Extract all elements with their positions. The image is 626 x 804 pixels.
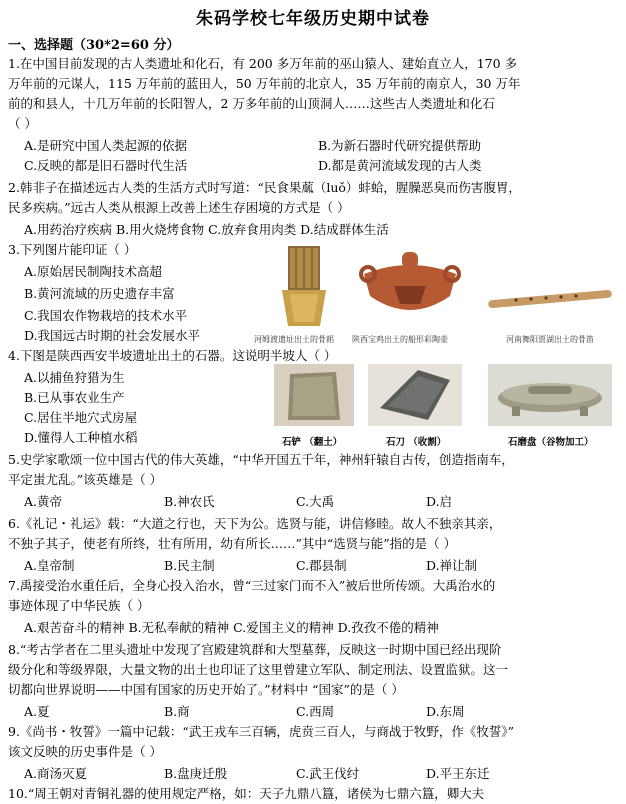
q8-option-d: D.东周 (426, 704, 465, 719)
q5-line: 平定蚩尤乱。”该英雄是（ ） (8, 472, 163, 487)
q2-options: A.用药治疗疾病 B.用火烧烤食物 C.放弃食用肉类 D.结成群体生活 (24, 222, 389, 237)
stone-shovel-image (274, 364, 354, 426)
q9-option-a: A.商汤灭夏 (24, 766, 88, 781)
q9-line: 9.《尚书・牧誓》一篇中记载：“武王戎车三百辆，虎贲三百人，与商战于牧野，作《牧誓》” (8, 724, 514, 739)
q3-option-b: B.黄河流域的历史遗存丰富 (24, 286, 175, 301)
q5-line: 5.史学家歌颂一位中国古代的伟大英雄，“中华开国五千年，神州轩辕自古传，创造指南车， (8, 452, 514, 467)
q3-option-c: C.我国农作物栽培的技术水平 (24, 308, 188, 323)
q2-line: 民多疾病。”远古人类从根源上改善上述生存困境的方式是（ ） (8, 200, 350, 215)
pottery-pot-image (354, 246, 466, 330)
q6-option-b: B.民主制 (164, 558, 215, 573)
q1-line: （ ） (8, 116, 37, 131)
image-caption: 石铲 （翻土） (282, 437, 343, 448)
q8-option-b: B.商 (164, 704, 190, 719)
q6-option-a: A.皇帝制 (24, 558, 75, 573)
q3-option-d: D.我国远古时期的社会发展水平 (24, 328, 201, 343)
q7-line: 事迹体现了中华民族（ ） (8, 598, 150, 613)
q5-option-d: D.启 (426, 494, 453, 509)
image-caption: 陕西宝鸡出土的船形彩陶壶 (352, 335, 448, 344)
image-caption: 石刀 （收割） (386, 437, 447, 448)
page-title: 朱码学校七年级历史期中试卷 (196, 9, 430, 29)
q3-option-a: A.原始居民制陶技术高超 (24, 264, 163, 279)
q6-line: 不独子其子，使老有所终，壮有所用，幼有所长……”其中“选贤与能”指的是（ ） (8, 536, 457, 551)
q6-line: 6.《礼记・礼运》载：“大道之行也，天下为公。选贤与能，讲信修睦。故人不独亲其亲， (8, 516, 502, 531)
q8-line: 级分化和等级界限，大量文物的出土也印证了这里曾建立军队、制定刑法、设置监狱。这一 (8, 662, 509, 677)
q4-option-b: B.已从事农业生产 (24, 390, 125, 405)
q1-option-c: C.反映的都是旧石器时代生活 (24, 158, 188, 173)
q1-line: 1.在中国目前发现的古人类遗址和化石，有 200 多万年前的巫山猿人、建始直立人，170 多 (8, 56, 518, 71)
q10-line-partial: 10.“周王朝对青铜礼器的使用规定严格，如：天子九鼎八簋，诸侯为七鼎六簋，卿大夫 (8, 786, 485, 801)
q2-line: 2.韩非子在描述远古人类的生活方式时写道：“民食果蓏（luǒ）蚌蛤，腥臊恶臭而伤害腹胃， (8, 180, 521, 195)
q1-option-a: A.是研究中国人类起源的依据 (24, 138, 188, 153)
q1-option-b: B.为新石器时代研究提供帮助 (318, 138, 482, 153)
q4-option-c: C.居住半地穴式房屋 (24, 410, 138, 425)
q8-option-c: C.西周 (296, 704, 335, 719)
q1-option-d: D.都是黄河流域发现的古人类 (318, 158, 482, 173)
grinding-stone-image (488, 364, 612, 426)
q1-line: 万年前的元谋人，115 万年前的蓝田人，50 万年前的北京人，35 万年前的南京人，30 万年 (8, 76, 521, 91)
q5-option-c: C.大禹 (296, 494, 335, 509)
image-caption: 河姆渡遗址出土的骨耜 (254, 335, 334, 344)
q9-option-c: C.武王伐纣 (296, 766, 360, 781)
q9-option-d: D.平王东迁 (426, 766, 490, 781)
q7-options: A.艰苦奋斗的精神 B.无私奉献的精神 C.爱国主义的精神 D.孜孜不倦的精神 (24, 620, 439, 635)
stone-knife-image (368, 364, 462, 426)
q7-line: 7.禹接受治水重任后，全身心投入治水，曾“三过家门而不入”被后世所传颂。大禹治水的 (8, 578, 496, 593)
q8-line: 切都向世界说明——中国有国家的历史开始了。”材料中 “国家”的是（ ） (8, 682, 404, 697)
q4-option-d: D.懂得人工种植水稻 (24, 430, 138, 445)
q9-line: 该文反映的历史事件是（ ） (8, 744, 162, 759)
q6-option-d: D.禅让制 (426, 558, 478, 573)
q8-line: 8.“考古学者在二里头遗址中发现了宫殿建筑群和大型墓葬，反映这一时期中国已经出现阶 (8, 642, 502, 657)
q1-line: 前的和县人，十几万年前的长阳智人，2 万多年前的山顶洞人……这些古人类遗址和化石 (8, 96, 495, 111)
q4-option-a: A.以捕鱼狩猎为生 (24, 370, 125, 385)
bone-flute-image (486, 288, 614, 310)
q9-option-b: B.盘庚迁殷 (164, 766, 228, 781)
q5-option-b: B.神农氏 (164, 494, 215, 509)
q5-option-a: A.黄帝 (24, 494, 63, 509)
section-heading: 一、选择题（30*2=60 分） (8, 38, 180, 53)
q3-stem: 3.下列图片能印证（ ） (8, 242, 137, 257)
bone-spade-image (270, 242, 340, 330)
q4-stem: 4.下图是陕西西安半坡遗址出土的石器。这说明半坡人（ ） (8, 348, 337, 363)
image-caption: 河南舞阳贾湖出土的骨笛 (506, 335, 594, 344)
q6-option-c: C.郡县制 (296, 558, 347, 573)
image-caption: 石磨盘（谷物加工） (508, 437, 594, 448)
q8-option-a: A.夏 (24, 704, 50, 719)
